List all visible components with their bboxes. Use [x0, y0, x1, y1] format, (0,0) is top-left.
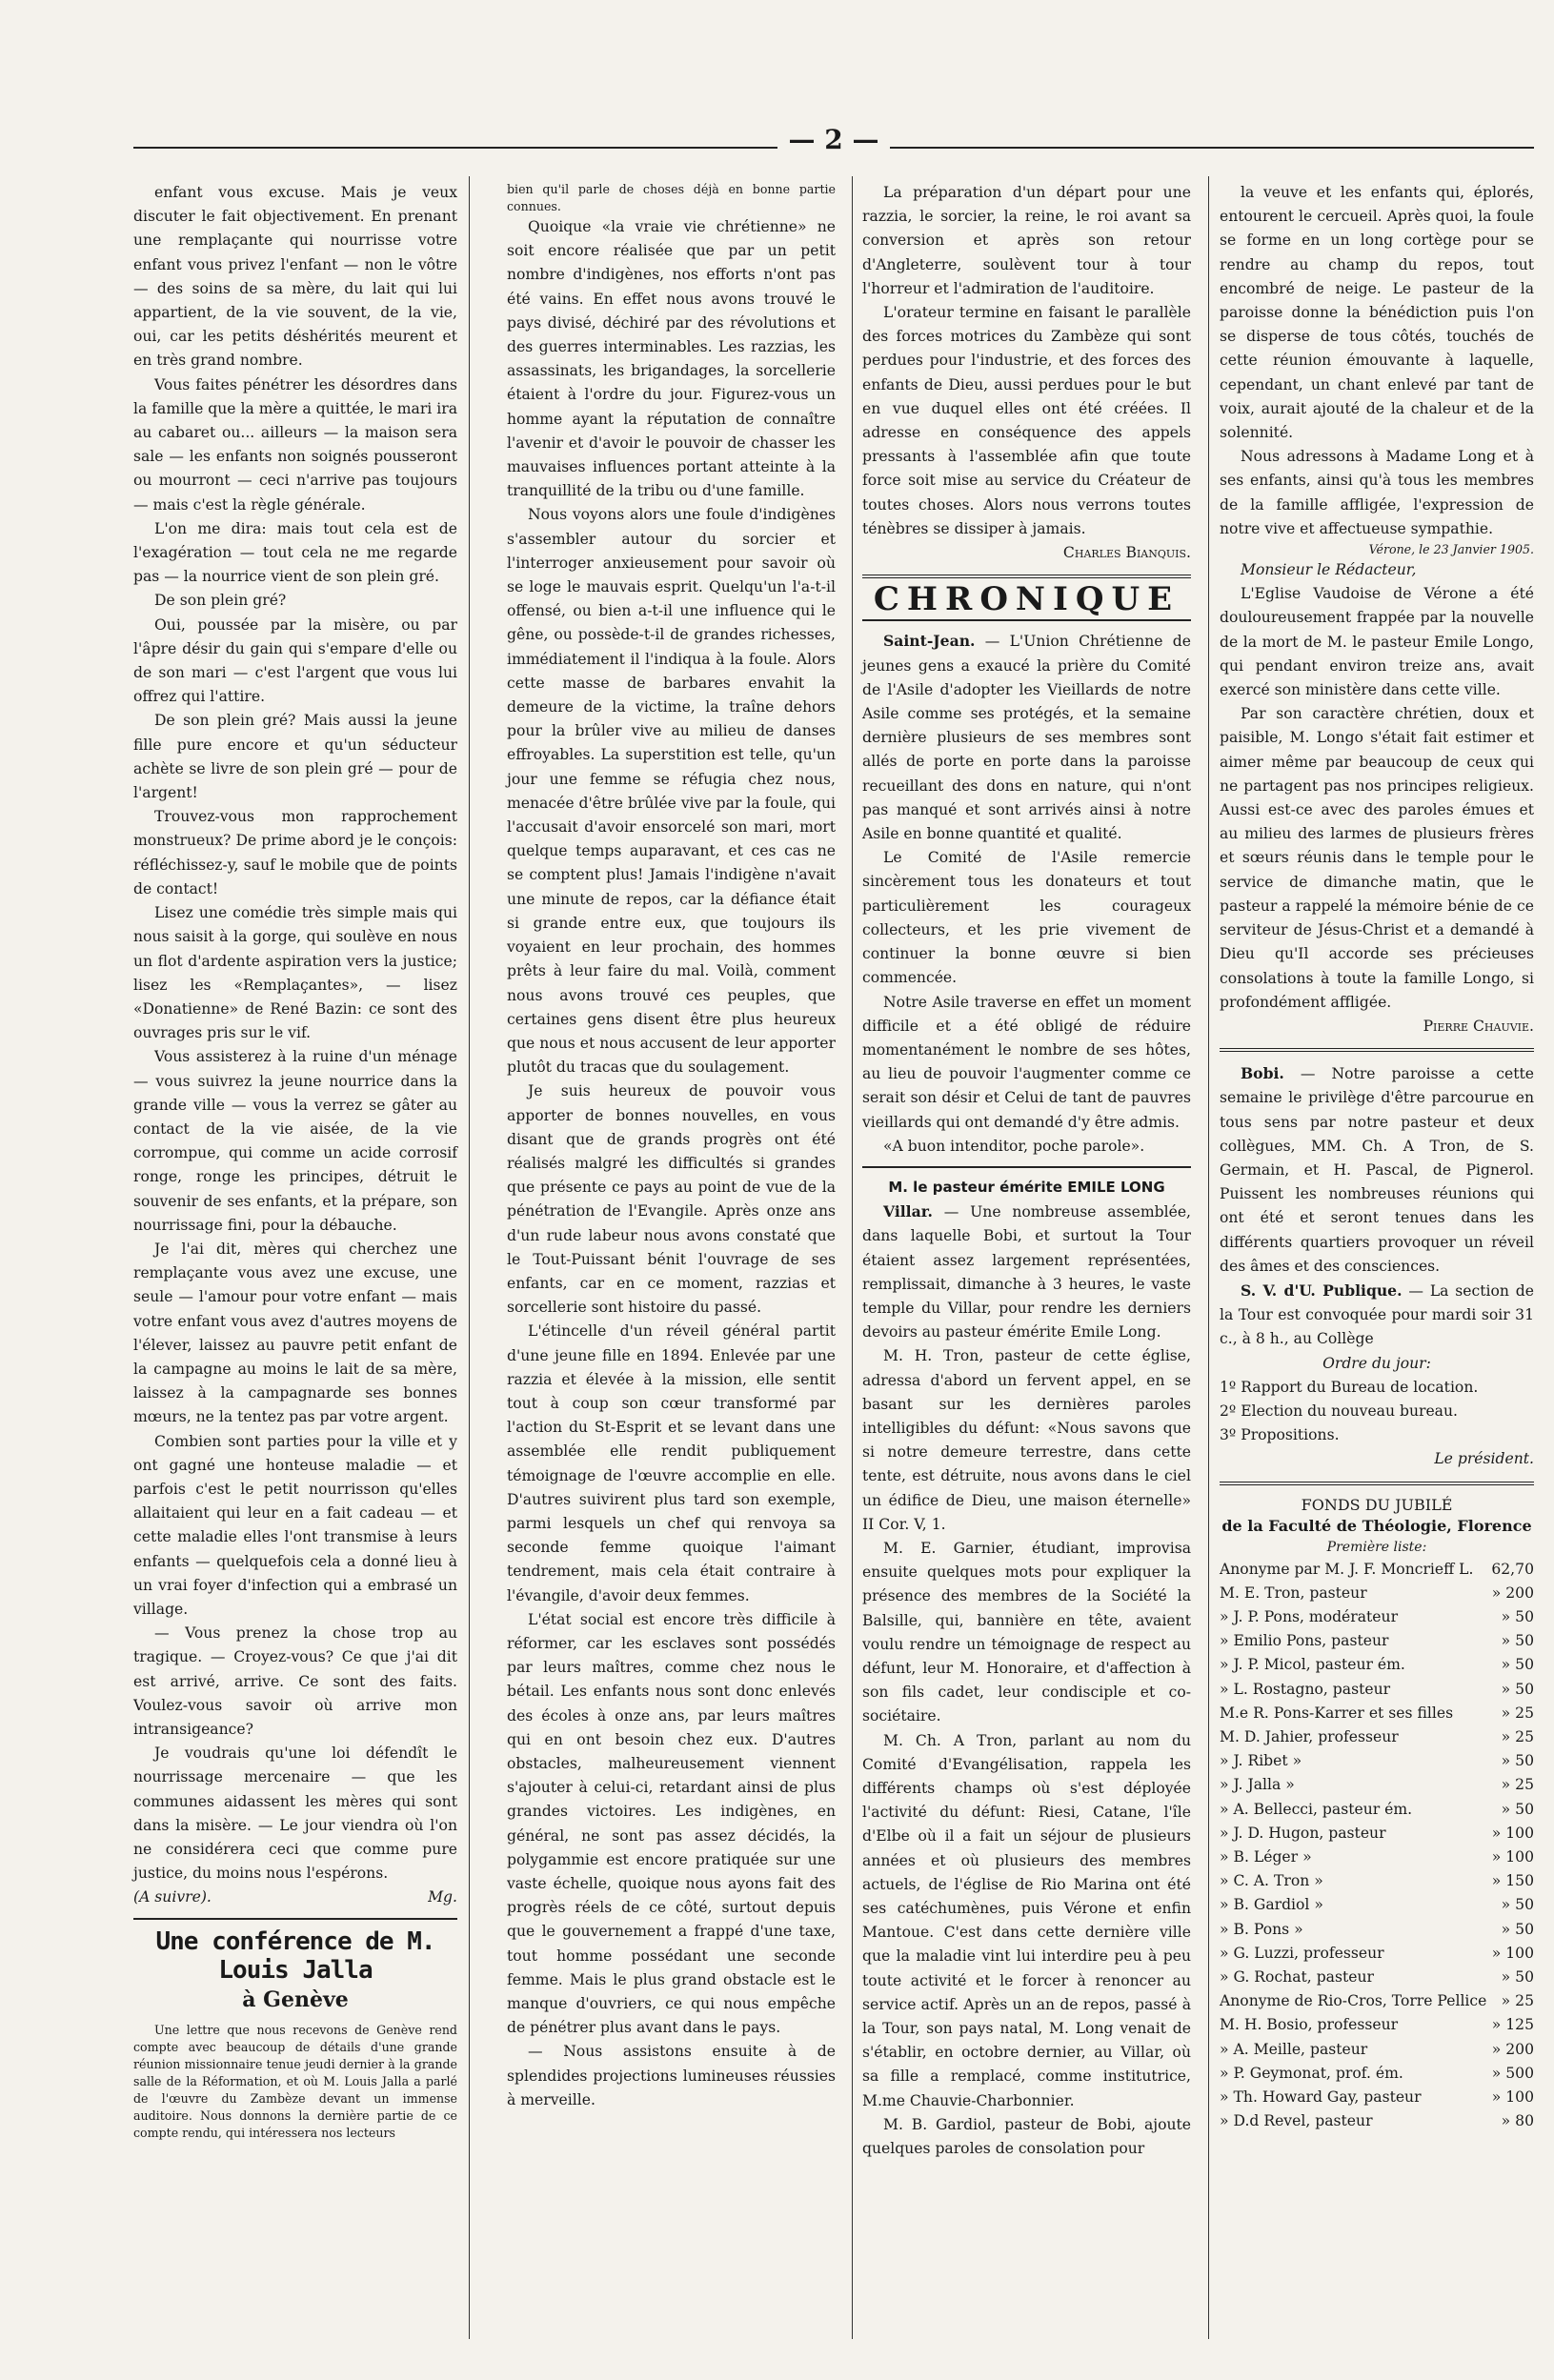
donor-row [1220, 1869, 1534, 1893]
column-2 [507, 181, 836, 2112]
paragraph: Nous adressons à Madame Long et à ses enfants, ainsi qu'à tous les membres de la famille affligée, l'expression de notre vive et affectueuse sympathie. [1220, 448, 1534, 537]
donor-name: » J. P. Pons, modérateur [1220, 1607, 1399, 1625]
news-place-label: Saint-Jean. [883, 632, 976, 651]
ordre-item: 3º Propositions. [1220, 1426, 1340, 1444]
paragraph: «A buon intenditor, poche parole». [883, 1137, 1145, 1155]
column-divider [469, 176, 470, 2339]
paragraph: Vous assisterez à la ruine d'un ménage — vous suivrez la jeune nourrice dans la grande ville — vous la verrez se gâter au contact de la vie aisée, de la vie corrompue, qui comme un acide corrosif ronge, ronge les principes, détruit le souvenir de ses enfants, et la prépare, son nourrissage fini, pour la débauche. [133, 1048, 457, 1234]
donor-row [1220, 1582, 1534, 1605]
ordre-du-jour: Ordre du jour: [1322, 1354, 1431, 1372]
conference-end [862, 181, 1191, 541]
paragraph: De son plein gré? Mais aussi la jeune fille pure encore et qu'un séducteur achète se livre de son plein gré — pour de l'argent! [133, 712, 457, 802]
conference-body [507, 215, 836, 2112]
letter-signature: Pierre Chauvie. [1423, 1017, 1534, 1035]
donor-name: Anonyme de Rio-Cros, Torre Pellice [1220, 1992, 1487, 2010]
donor-row [1220, 1702, 1534, 1725]
author-signature: Mg. [428, 1888, 457, 1906]
donor-amount: » 100 [1491, 1944, 1534, 1962]
ordre-list [1220, 1376, 1534, 1448]
news-svu [1220, 1279, 1534, 1352]
paragraph: M. B. Gardiol, pasteur de Bobi, ajoute quelques paroles de consolation pour [862, 2115, 1191, 2158]
news-text: — Notre paroisse a cette semaine le privilège d'être parcourue en tous sens par notre pasteur et deux collègues, MM. Ch. A Tron, de S. Germain, et H. Pascal, de Pignerol. Puissent les nombreuses réunions qui ont été et seront tenues dans les différents quartiers provoquer un réveil des âmes et des consciences. [1220, 1065, 1534, 1275]
paragraph: L'état social est encore très difficile à réformer, car les esclaves sont possédés par leurs maîtres, comme chez nous le bétail. Les enfants nous sont donc enlevés des écoles à onze ans, par leurs maîtres qui en ont besoin chez eux. D'autres obstacles, malheureusement viennent s'ajouter à celui-ci, retardant ainsi de plus grandes victoires. Les indigènes, en général, ne sont pas assez décidés, la polygammie est encore pratiquée sur une vaste échelle, quoique nous ayons fait des progrès réels de ce côté, surtout depuis que le gouvernement a frappé d'une taxe, tout homme possédant une seconde femme. Mais le plus grand obstacle est le manque d'ouvriers, ce qui nous empêche de pénétrer plus avant dans le pays. [507, 1610, 836, 2037]
donor-name: » B. Léger » [1220, 1848, 1312, 1866]
donor-amount: 62,70 [1491, 1560, 1534, 1578]
donor-row [1220, 1629, 1534, 1653]
separator [862, 1166, 1191, 1168]
donor-name: » L. Rostagno, pasteur [1220, 1680, 1391, 1698]
column-4 [1220, 181, 1534, 2133]
paragraph: — Vous prenez la chose trop au tragique. — Croyez-vous? Ce que j'ai dit est arrivé, arrive. Ce sont des faits. Voulez-vous savoir où arrive mon intransigeance? [133, 1624, 457, 1738]
donor-name: » Th. Howard Gay, pasteur [1220, 2088, 1422, 2107]
news-text: — L'Union Chrétienne de jeunes gens a exaucé la prière du Comité de l'Asile d'adopter les Vieillards de notre Asile comme ses protégés, et la semaine dernière plusieurs de ses membres sont allés de porte en porte dans la paroisse recueillant des dons en nature, qui n'ont pas manqué et sont arrivés ainsi à notre Asile en bonne quantité et qualité. [862, 633, 1191, 843]
news-text: — Une nombreuse assemblée, dans laquelle Bobi, et surtout la Tour étaient assez largement représentées, remplissait, dimanche à 3 heures, le vaste temple du Villar, pour rendre les derniers devoirs au pasteur émérite Emile Long. [862, 1203, 1191, 1341]
news-place-label: Villar. [883, 1202, 933, 1221]
donor-name: » C. A. Tron » [1220, 1872, 1323, 1890]
verone-letter [1220, 582, 1534, 1015]
donor-row [1220, 2086, 1534, 2109]
donor-row [1220, 2038, 1534, 2062]
donor-amount: » 150 [1491, 1872, 1534, 1890]
ordre-item: 2º Election du nouveau bureau. [1220, 1402, 1458, 1420]
news-bobi [1220, 1061, 1534, 1279]
suivre-label: (A suivre). [133, 1888, 212, 1906]
donor-name: » D.d Revel, pasteur [1220, 2112, 1373, 2130]
donor-name: M.e R. Pons-Karrer et ses filles [1220, 1704, 1454, 1722]
paragraph: Trouvez-vous mon rapprochement monstrueux? De prime abord je le conçois: réfléchissez-y, sauf le mobile que de points de contact! [133, 808, 457, 898]
paragraph: Je l'ai dit, mères qui cherchez une remplaçante vous avez une excuse, une seule — l'amour pour votre enfant — mais votre enfant vous avez d'autres moyens de l'élever, laissez au pauvre petit enfant de la campagne au moins le lait de sa mère, laissez à la campagnarde ses bonnes mœurs, ne la tentez pas par votre argent. [133, 1240, 457, 1426]
paragraph: Lisez une comédie très simple mais qui nous saisit à la gorge, qui soulève en nous un flot d'ardente aspiration vers la justice; lisez les «Remplaçantes», — lisez «Donatienne» de René Bazin: ce sont des ouvrages pris sur le vif. [133, 904, 457, 1042]
donor-amount: » 50 [1501, 1632, 1534, 1650]
donor-amount: » 200 [1491, 1583, 1534, 1602]
separator [1220, 1482, 1534, 1485]
donor-row [1220, 1798, 1534, 1822]
paragraph: Quoique «la vraie vie chrétienne» ne soit encore réalisée que par un petit nombre d'indigènes, nos efforts n'ont pas été vains. En effet nous avons trouvé le pays divisé, déchiré par des révolutions et des guerres interminables. Les razzias, les assassinats, les brigandages, la sorcellerie étaient à l'ordre du jour. Figurez-vous un homme ayant la réputation de connaître l'avenir et d'avoir le pouvoir de chasser les mauvaises influences portant atteinte à la tranquillité de la tribu ou d'une famille. [507, 218, 836, 500]
donor-list [1220, 1558, 1534, 2134]
donor-name: » B. Gardiol » [1220, 1896, 1323, 1914]
separator [862, 619, 1191, 621]
donor-row [1220, 1773, 1534, 1797]
column-divider [852, 176, 853, 2339]
donor-name: » A. Meille, pasteur [1220, 2040, 1368, 2058]
donor-name: M. D. Jahier, professeur [1220, 1727, 1399, 1745]
donor-row [1220, 2013, 1534, 2037]
paragraph: Je voudrais qu'une loi défendît le nourrissage mercenaire — que les communes aidassent les mères qui sont dans la misère. — Le jour viendra où l'on ne considérera ceci que comme pure justice, du moins nous l'espérons. [133, 1745, 457, 1883]
donor-row [1220, 1822, 1534, 1846]
premiere-liste: Première liste: [1326, 1539, 1427, 1555]
donor-row [1220, 1558, 1534, 1582]
paragraph: Le Comité de l'Asile remercie sincèrement tous les donateurs et tout particulièrement les courageux collecteurs, et les prie vivement de continuer la bonne œuvre si bien commencée. [862, 849, 1191, 987]
paragraph: L'étincelle d'un réveil général partit d'une jeune fille en 1894. Enlevée par une razzia et élevée à la mission, elle sentit tout à coup son cœur transformé par l'action du St-Esprit et se levant dans une assemblée elle rendit publiquement témoignage de l'œuvre accomplie en elle. D'autres suivirent plus tard son exemple, parmi lesquels un chef qui renvoya sa seconde femme quoique l'aimant tendrement, mais cela était contraire à l'évangile, d'avoir deux femmes. [507, 1322, 836, 1604]
donor-row [1220, 1725, 1534, 1749]
conference-intro: Une lettre que nous recevons de Genève rend compte avec beaucoup de détails d'une grande réunion missionnaire tenue jeudi dernier à la grande salle de la Réformation, et où M. Louis Jalla a parlé de l'œuvre du Zambèze devant un immense auditoire. Nous donnons la dernière partie de ce compte rendu, qui intéressera nos lecteurs [133, 2022, 457, 2140]
donor-amount: » 50 [1501, 1896, 1534, 1914]
donor-amount: » 50 [1501, 1680, 1534, 1698]
paragraph: Nous voyons alors une foule d'indigènes s'assembler autour du sorcier et l'interroger anxieusement pour savoir où se loge le mauvais esprit. Quelqu'un l'a-t-il offensé, ou bien a-t-il une influence qui le gêne, ou possède-t-il de grandes richesses, immédiatement il l'indiqua à la foule. Alors cette masse de barbares envahit la demeure de la victime, la traîne dehors pour la brûler vive au milieu de danses effroyables. La superstition est telle, qu'un jour une femme se réfugia chez nous, menacée d'être brûlée vive par la foule, qui l'accusait d'avoir ensorcelé son mari, mort quelque temps auparavant, et ces cas ne se comptent plus! Jamais l'indigène n'avait une minute de repos, car la défiance était si grande entre eux, que toujours ils voyaient en leur prochain, des hommes prêts à leur faire du mal. Voilà, comment nous avons trouvé ces peuples, que certaines gens disent être plus heureux que nous et nous accusent de leur apporter plutôt du tracas que du soulagement. [507, 506, 836, 1077]
donor-row [1220, 2062, 1534, 2086]
fonds-subtitle: de la Faculté de Théologie, Florence [1221, 1516, 1532, 1535]
donor-name: » A. Bellecci, pasteur ém. [1220, 1800, 1413, 1818]
donor-row [1220, 1605, 1534, 1629]
conference-title: Une conférence de M. Louis Jalla [155, 1926, 435, 1985]
donor-row [1220, 1846, 1534, 1869]
donor-row [1220, 1653, 1534, 1677]
separator [862, 575, 1191, 578]
donor-name: » B. Pons » [1220, 1920, 1303, 1938]
donor-amount: » 50 [1501, 1920, 1534, 1938]
donor-row [1220, 2109, 1534, 2133]
paragraph: enfant vous excuse. Mais je veux discuter le fait objectivement. En prenant une remplaçante qui nourrisse votre enfant vous privez l'enfant — non le vôtre — des soins de sa mère, du lait qui lui appartient, de la vie souvent, de la vie, oui, car les petits déshérités meurent et en très grand nombre. [133, 184, 457, 370]
paragraph: L'on me dira: mais tout cela est de l'exagération — tout cela ne me regarde pas — la nourrice vient de son plein gré. [133, 519, 457, 586]
donor-amount: » 125 [1491, 2016, 1534, 2034]
donor-amount: » 100 [1491, 2088, 1534, 2107]
news-text: — La section de la Tour est convoquée pour mardi soir 31 c., à 8 h., au Collège [1220, 1281, 1534, 1348]
news-saint-jean [862, 629, 1191, 846]
paragraph: L'Eglise Vaudoise de Vérone a été douloureusement frappée par la nouvelle de la mort de M. le pasteur Emile Longo, qui pendant environ treize ans, avait exercé son ministère dans cette ville. [1220, 585, 1534, 699]
donor-row [1220, 1893, 1534, 1917]
conference-author: Charles Bianquis. [1062, 544, 1191, 562]
donor-name: » G. Luzzi, professeur [1220, 1944, 1384, 1962]
page-number: — 2 — [777, 124, 891, 155]
donor-name: » P. Geymonat, prof. ém. [1220, 2064, 1403, 2082]
donor-row [1220, 1989, 1534, 2013]
news-place-label: S. V. d'U. Publique. [1241, 1281, 1403, 1300]
donor-amount: » 25 [1501, 1727, 1534, 1745]
funeral-end [1220, 181, 1534, 541]
paragraph: Notre Asile traverse en effet un moment difficile et a été obligé de réduire momentanément le nombre de ses hôtes, au lieu de pouvoir l'augmenter comme ce serait son désir et Celui de tant de pauvres vieillards qui ont demandé d'y être admis. [862, 993, 1191, 1131]
paragraph: la veuve et les enfants qui, éplorés, entourent le cercueil. Après quoi, la foule se forme en un long cortège pour se rendre au champ du repos, tout encombré de neige. Le pasteur de la paroisse donne la bénédiction puis l'on se disperse de tous côtés, touchés de cette réunion émouvante à laquelle, cependant, un chant enlevé par tant de voix, aurait ajouté de la chaleur et de la solennité. [1220, 184, 1534, 442]
donor-amount: » 100 [1491, 1848, 1534, 1866]
donor-name: Anonyme par M. J. F. Moncrieff L. [1220, 1560, 1474, 1578]
page-number-wrap [133, 124, 1534, 155]
separator [133, 1918, 457, 1920]
paragraph: L'orateur termine en faisant le parallèle des forces motrices du Zambèze qui sont perdues pour l'industrie, et des forces des enfants de Dieu, aussi perdues pour le but en vue duquel elles ont été créées. Il adresse en conséquence des appels pressants à l'assemblée afin que toute force soit mise au service du Créateur de toutes choses. Alors nous verrons toutes ténèbres se dissiper à jamais. [862, 304, 1191, 537]
donor-amount: » 80 [1501, 2112, 1534, 2130]
donor-row [1220, 1918, 1534, 1942]
donor-row [1220, 1678, 1534, 1702]
donor-amount: » 500 [1491, 2064, 1534, 2082]
donor-amount: » 50 [1501, 1752, 1534, 1770]
asile-paragraphs [862, 846, 1191, 1159]
donor-amount: » 25 [1501, 1992, 1534, 2010]
paragraph: Vous faites pénétrer les désordres dans la famille que la mère a quittée, le mari ira au cabaret ou... ailleurs — la maison sera sale — les enfants non soignés pousseront ou mourront — ceci n'arrive pas toujours — mais c'est la règle générale. [133, 375, 457, 514]
donor-row [1220, 1966, 1534, 1989]
donor-amount: » 100 [1491, 1824, 1534, 1842]
funeral-paragraphs [862, 1344, 1191, 2161]
paragraph: Oui, poussée par la misère, ou par l'âpre désir du gain qui s'empare d'elle ou de son mari — c'est l'argent que vous lui offrez qui l'attire. [133, 615, 457, 706]
chronique-title: CHRONIQUE [873, 580, 1181, 619]
column-divider [1208, 176, 1209, 2339]
paragraph: M. H. Tron, pasteur de cette église, adressa d'abord un fervent appel, en se basant sur les dernières paroles intelligibles du défunt: «Nous savons que si notre demeure terrestre, dans cette tente, est détruite, nous avons dans le ciel un édifice de Dieu, une maison éternelle» II Cor. V, 1. [862, 1347, 1191, 1533]
donor-row [1220, 1749, 1534, 1773]
page-header [133, 124, 1534, 155]
long-heading: M. le pasteur émérite EMILE LONG [888, 1178, 1165, 1196]
separator [1220, 1048, 1534, 1052]
article-signoff [133, 1886, 457, 1909]
paragraph: De son plein gré? [154, 592, 287, 610]
paragraph: M. E. Garnier, étudiant, improvisa ensuite quelques mots pour expliquer la présence des membres de la Société la Balsille, qui, bannière en tête, avaient voulu rendre un témoignage de respect au défunt, leur M. Honoraire, et d'affection à son fils cadet, leur condisciple et co-sociétaire. [862, 1539, 1191, 1725]
paragraph: Par son caractère chrétien, doux et paisible, M. Longo s'était fait estimer et aimer même par beaucoup de ceux qui ne partagent pas nos principes religieux. Aussi est-ce avec des paroles émues et au milieu des larmes de plusieurs frères et sœurs réunis dans le temple pour le service de dimanche matin, que le pasteur a rappelé la mémoire bénie de ce serviteur de Jésus-Christ et a demandé à Dieu qu'Il accorde ses précieuses consolations à toute la famille Longo, si profondément affligée. [1220, 705, 1534, 1011]
news-villar [862, 1200, 1191, 1344]
donor-name: » J. Ribet » [1220, 1752, 1302, 1770]
donor-name: » Emilio Pons, pasteur [1220, 1632, 1389, 1650]
donor-amount: » 50 [1501, 1656, 1534, 1674]
donor-name: » J. Jalla » [1220, 1776, 1295, 1794]
paragraph: Combien sont parties pour la ville et y ont gagné une honteuse maladie — et parfois c'est le petit nourrisson qu'elles allaitaient qui leur en a fait cadeau — et cette maladie elles l'ont transmise à leurs enfants — quelquefois cela a donné lieu à un vrai foyer d'infection qui a embrasé un village. [133, 1432, 457, 1618]
conference-subtitle: à Genève [242, 1987, 349, 2012]
donor-amount: » 25 [1501, 1776, 1534, 1794]
donor-amount: » 50 [1501, 1968, 1534, 1987]
paragraph: Je suis heureux de pouvoir vous apporter de bonnes nouvelles, en vous disant que de grands progrès ont été réalisés malgré les difficultés si grandes que présente ce pays au point de vue de la pénétration de l'Evangile. Après onze ans d'un rude labeur nous avons constaté que le Tout-Puissant bénit l'ouvrage de ses enfants, car en ce moment, razzias et sorcellerie sont histoire du passé. [507, 1082, 836, 1317]
donor-name: » J. P. Micol, pasteur ém. [1220, 1656, 1405, 1674]
donor-row [1220, 1942, 1534, 1966]
column-3 [862, 181, 1191, 2161]
fonds-title: FONDS DU JUBILÉ [1301, 1495, 1453, 1514]
letter-salutation: Monsieur le Rédacteur, [1241, 561, 1417, 579]
president-signature: Le président. [1434, 1450, 1534, 1468]
paragraph: La préparation d'un départ pour une razzia, le sorcier, la reine, le roi avant sa conversion et après son retour d'Angleterre, soulèvent tour à tour l'horreur et l'admiration de l'auditoire. [862, 184, 1191, 297]
paragraph: — Nous assistons ensuite à de splendides projections lumineuses réussies à merveille. [507, 2043, 836, 2108]
donor-amount: » 50 [1501, 1800, 1534, 1818]
donor-name: M. E. Tron, pasteur [1220, 1583, 1367, 1602]
column-1 [133, 181, 457, 2142]
ordre-item: 1º Rapport du Bureau de location. [1220, 1378, 1479, 1396]
news-place-label: Bobi. [1241, 1064, 1284, 1083]
donor-name: » J. D. Hugon, pasteur [1220, 1824, 1386, 1842]
donor-name: M. H. Bosio, professeur [1220, 2016, 1399, 2034]
conference-intro-cont: bien qu'il parle de choses déjà en bonne partie connues. [507, 182, 836, 213]
donor-amount: » 200 [1491, 2040, 1534, 2058]
donor-amount: » 25 [1501, 1704, 1534, 1722]
donor-amount: » 50 [1501, 1607, 1534, 1625]
paragraph: M. Ch. A Tron, parlant au nom du Comité d'Evangélisation, rappela les différents champs où s'est déployée l'activité du défunt: Riesi, Catane, l'île d'Elbe où il a fait un séjour de plusieurs années et où plusieurs des membres actuels, de l'église de Rio Marina ont été ses catéchumènes, puis Vérone et enfin Mantoue. C'est dans cette dernière ville que la maladie vint lui interdire peu à peu toute activité et le forcer à renoncer au service actif. Après un an de repos, passé à la Tour, son pays natal, M. Long venait de s'établir, en octobre dernier, au Villar, où sa fille a remplacé, comme institutrice, M.me Chauvie-Charbonnier. [862, 1731, 1191, 2109]
article-nourrices [133, 181, 457, 1886]
donor-name: » G. Rochat, pasteur [1220, 1968, 1374, 1987]
verone-date: Vérone, le 23 Janvier 1905. [1368, 542, 1534, 557]
